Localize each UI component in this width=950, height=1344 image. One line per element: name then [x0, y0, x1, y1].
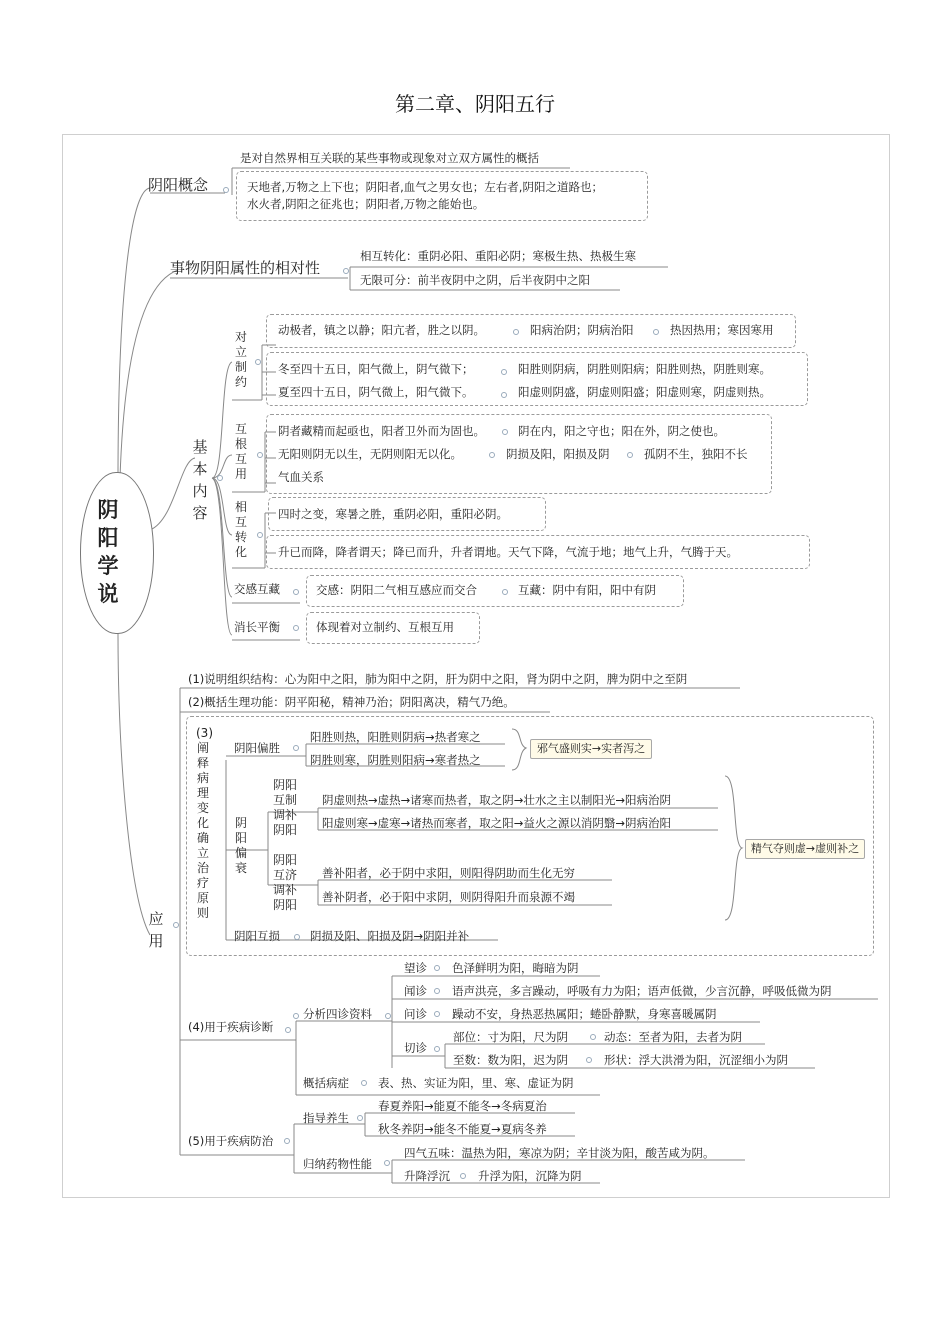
oppose-r2b: 阳胜则阴病，阴胜则阳病；阳胜则热，阴胜则寒。 [518, 362, 771, 376]
root-mutual-label: 互根互用 [234, 422, 247, 481]
application-item-2: (2)概括生理功能：阴平阳秘，精神乃治；阴阳离决，精气乃绝。 [188, 695, 515, 709]
prevention-h2: 秋冬养阴→能冬不能夏→夏病冬养 [378, 1122, 547, 1136]
excess-r2: 阴胜则寒，阴胜则阳病→寒者热之 [310, 753, 481, 767]
excess-summary: 邪气盛则实→实者泻之 [530, 739, 652, 759]
concept-quote-1: 天地者,万物之上下也；阴阳者,血气之男女也；左右者,阴阳之道路也； [247, 180, 603, 194]
prevention-drug: 归纳药物性能 [303, 1157, 372, 1171]
diagnosis-pulse-2: 动态：至者为阳，去者为阴 [604, 1030, 742, 1044]
oppose-r1c: 热因热用；寒因寒用 [670, 323, 774, 337]
relativity-item-1: 相互转化：重阴必阳、重阳必阴；寒极生热、热极生寒 [360, 249, 636, 263]
deficiency-sub2: 阴阳互济调补阴阳 [272, 853, 297, 912]
diagnosis-syndrome-a: 表、热、实证为阳，里、寒、虚证为阴 [378, 1076, 574, 1090]
root-mutual-r2c: 孤阴不生，独阳不长 [644, 447, 748, 461]
prevention-health: 指导养生 [303, 1111, 349, 1125]
diagnosis-pulse-4: 形状：浮大洪滑为阳，沉涩细小为阴 [604, 1053, 788, 1067]
diagnosis-pulse-3: 至数：数为阳，迟为阴 [453, 1053, 568, 1067]
oppose-r1a: 动极者，镇之以静；阳亢者，胜之以阴。 [278, 323, 485, 337]
excess-r1: 阳胜则热，阳胜则阴病→热者寒之 [310, 730, 481, 744]
diagnosis-look: 色泽鲜明为阳，晦暗为阴 [452, 961, 579, 975]
diagnosis-pulse-label: 切诊 [404, 1041, 427, 1055]
diagnosis-ask: 躁动不安，身热恶热属阳；蜷卧静默，身寒喜暖属阴 [452, 1007, 717, 1021]
deficiency-sub1b: 阳虚则寒→虚寒→诸热而寒者，取之阳→益火之源以消阴翳→阴病治阳 [322, 816, 672, 830]
concept-quote-box [236, 171, 648, 221]
diagnosis-listen: 语声洪亮，多言躁动，呼吸有力为阳；语声低微，少言沉静，呼吸低微为阴 [452, 984, 832, 998]
balance-label: 消长平衡 [234, 620, 280, 634]
basic-label: 基本内容 [192, 438, 208, 522]
root-mutual-r1a: 阴者藏精而起亟也，阳者卫外而为固也。 [278, 424, 485, 438]
diagnosis-pulse-1: 部位：寸为阳，尺为阴 [453, 1030, 568, 1044]
application-item-1: (1)说明组织结构：心为阳中之阳，肺为阳中之阴，肝为阴中之阳，肾为阴中之阴，脾为阴中之至阴 [188, 672, 688, 686]
excess-label: 阴阳偏胜 [234, 741, 280, 755]
oppose-r3b: 阳虚则阴盛，阴虚则阳盛；阳虚则寒，阴虚则热。 [518, 385, 771, 399]
relativity-label: 事物阴阳属性的相对性 [170, 259, 321, 277]
deficiency-summary: 精气夺则虚→虚则补之 [745, 839, 865, 859]
prevention-label: (5)用于疾病防治 [188, 1134, 274, 1148]
transform-r2: 升已而降，降者谓天；降已而升，升者谓地。天气下降，气流于地；地气上升，气腾于天。 [278, 545, 738, 559]
root-mutual-r1b: 阴在内，阳之守也；阳在外，阴之使也。 [518, 424, 725, 438]
interact-label: 交感互藏 [234, 582, 280, 596]
oppose-label: 对立制约 [234, 330, 247, 389]
root-mutual-r2b: 阴损及阳，阳损及阴 [506, 447, 610, 461]
concept-label: 阴阳概念 [148, 176, 209, 194]
mutual-a: 阴损及阳、阳损及阴→阴阳并补 [310, 929, 470, 943]
oppose-r2a: 冬至四十五日，阳气微上，阴气微下； [278, 362, 474, 376]
mutual-label: 阴阳互损 [234, 929, 280, 943]
relativity-item-2: 无限可分：前半夜阴中之阴，后半夜阴中之阳 [360, 273, 590, 287]
root-mutual-r2a: 无阳则阴无以生，无阴则阳无以化。 [278, 447, 462, 461]
pathology-label: (3)阐释病理变化确立治疗原则 [196, 726, 213, 920]
root-mutual-r3: 气血关系 [278, 470, 324, 484]
prevention-d2: 升浮为阳，沉降为阴 [478, 1169, 582, 1183]
root-label: 阴阳学说 [97, 498, 119, 606]
oppose-r1b: 阳病治阴；阴病治阳 [530, 323, 634, 337]
diagnosis-four: 分析四诊资料 [303, 1007, 372, 1021]
deficiency-sub1a: 阴虚则热→虚热→诸寒而热者，取之阴→壮水之主以制阳光→阳病治阴 [322, 793, 672, 807]
concept-definition: 是对自然界相互关联的某些事物或现象对立双方属性的概括 [240, 151, 539, 165]
page-title: 第二章、阴阳五行 [395, 92, 555, 116]
diagnosis-label: (4)用于疾病诊断 [188, 1020, 274, 1034]
balance-a: 体现着对立制约、互根互用 [316, 620, 454, 634]
transform-r1: 四时之变，寒暑之胜，重阴必阳，重阳必阴。 [278, 507, 508, 521]
deficiency-sub2b: 善补阴者，必于阳中求阴，则阴得阳升而泉源不竭 [322, 890, 575, 904]
diagnosis-syndrome: 概括病症 [303, 1076, 349, 1090]
deficiency-label: 阴阳偏衰 [234, 816, 247, 875]
interact-b: 互藏：阴中有阳，阳中有阴 [518, 583, 656, 597]
prevention-d1: 四气五味：温热为阳，寒凉为阴；辛甘淡为阳，酸苦咸为阴。 [404, 1146, 715, 1160]
prevention-d2-label: 升降浮沉 [404, 1169, 450, 1183]
diagnosis-listen-label: 闻诊 [404, 984, 427, 998]
diagnosis-ask-label: 问诊 [404, 1007, 427, 1021]
prevention-h1: 春夏养阳→能夏不能冬→冬病夏治 [378, 1099, 547, 1113]
application-label: 应用 [148, 910, 164, 950]
diagnosis-look-label: 望诊 [404, 961, 427, 975]
transform-label: 相互转化 [234, 500, 247, 559]
deficiency-sub1: 阴阳互制调补阴阳 [272, 778, 297, 837]
oppose-r3a: 夏至四十五日，阴气微上，阳气微下。 [278, 385, 474, 399]
concept-quote-2: 水火者,阴阳之征兆也；阴阳者,万物之能始也。 [247, 197, 485, 211]
interact-a: 交感：阴阳二气相互感应而交合 [316, 583, 477, 597]
deficiency-sub2a: 善补阳者，必于阴中求阳，则阳得阴助而生化无穷 [322, 866, 575, 880]
